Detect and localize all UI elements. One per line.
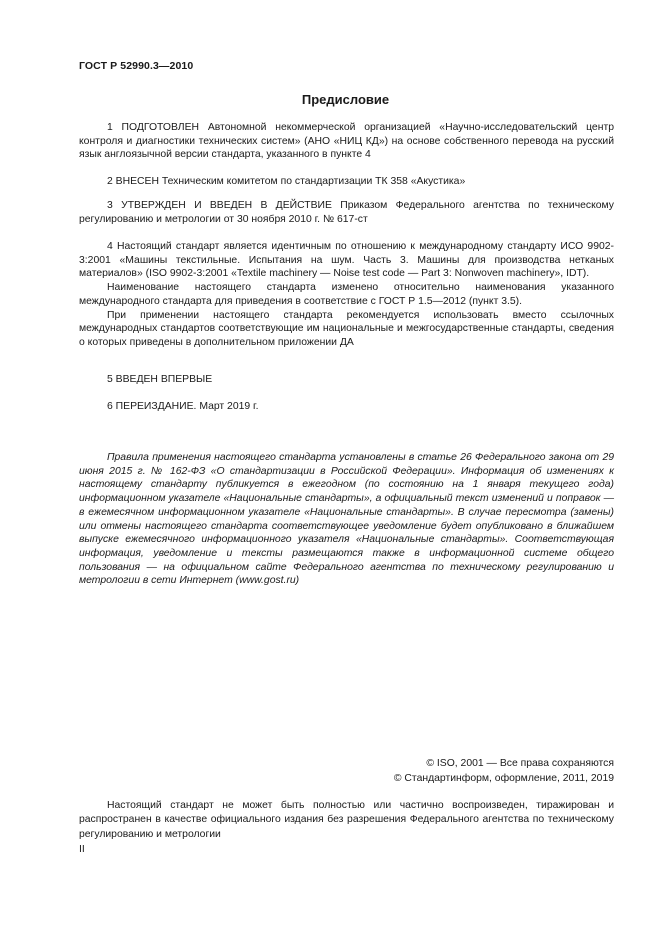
- item-5: [79, 373, 614, 387]
- item-2: [79, 175, 614, 189]
- reproduction-notice-text: Настоящий стандарт не может быть полностью или частично воспроизведен, тиражирован и распространен в качестве официального издания без разрешения Федерального агентства по техническому регулированию и метрологии: [79, 800, 614, 840]
- copyright-standartinform: © Стандартинформ, оформление, 2011, 2019: [393, 773, 614, 784]
- item-6-text: 6 ПЕРЕИЗДАНИЕ. Март 2019 г.: [107, 401, 259, 412]
- item-1: [79, 121, 614, 162]
- standard-header: ГОСТ Р 52990.3—2010: [79, 60, 194, 72]
- item-5-text: 5 ВВЕДЕН ВПЕРВЫЕ: [107, 374, 213, 385]
- item-3-text: 3 УТВЕРЖДЕН И ВВЕДЕН В ДЕЙСТВИЕ Приказом Федерального агентства по техническому регулированию и метрологии от 30 ноября 2010 г. № 617-ст: [79, 200, 614, 225]
- item-4: [79, 240, 614, 350]
- copyright-block: [314, 756, 614, 786]
- reproduction-notice: [79, 799, 614, 842]
- notice-text: Правила применения настоящего стандарта установлены в статье 26 Федерального закона от 29 июня 2015 г. № 162-ФЗ «О стандартизации в Российской Федерации». Информация об изменениях к настоящему стандарту публикуется в ежегодном (по состоянию на 1 января текущего года) информационном указателе «Национальные стандарты», а официальный текст изменений и поправок — в ежемесячном информационном указателе «Национальные стандарты». В случае пересмотра (замены) или отмены настоящего стандарта соответствующее уведомление будет опубликовано в ближайшем выпуске ежемесячного информационного указателя «Национальные стандарты». Соответствующая информация, уведомление и тексты размещаются также в информационной системе общего пользования — на официальном сайте Федерального агентства по техническому регулированию и метрологии в сети Интернет (www.gost.ru): [79, 452, 614, 587]
- item-4-text: 4 Настоящий стандарт является идентичным по отношению к международному стандарту ИСО 9902-3:2001 «Машины текстильные. Испытания на шум. Часть 3. Машины для производства нетканых материалов» (ISO 9902-3:2001 «Textile machinery — Noise test code — Part 3: Nonwoven machinery», IDT).: [79, 241, 614, 280]
- page-title: Предисловие: [301, 92, 390, 107]
- item-4-note-1: Наименование настоящего стандарта изменено относительно наименования указанного международного стандарта для приведения в соответствие с ГОСТ Р 1.5—2012 (пункт 3.5).: [79, 282, 614, 307]
- item-1-text: 1 ПОДГОТОВЛЕН Автономной некоммерческой организацией «Научно-исследовательский центр контроля и диагностики технических систем» (АНО «НИЦ КД») на основе собственного перевода на русский язык англоязычной версии стандарта, указанного в пункте 4: [79, 122, 614, 161]
- item-6: [79, 400, 614, 414]
- application-rules-notice: [79, 451, 614, 588]
- item-3: [79, 199, 614, 226]
- item-4-note-2: При применении настоящего стандарта рекомендуется использовать вместо ссылочных международных стандартов соответствующие им национальные и межгосударственные стандарты, сведения о которых приведены в дополнительном приложении ДА: [79, 309, 614, 348]
- copyright-iso: © ISO, 2001 — Все права сохраняются: [426, 758, 614, 769]
- item-2-text: 2 ВНЕСЕН Техническим комитетом по стандартизации ТК 358 «Акустика»: [107, 176, 466, 187]
- page-number: II: [79, 843, 85, 855]
